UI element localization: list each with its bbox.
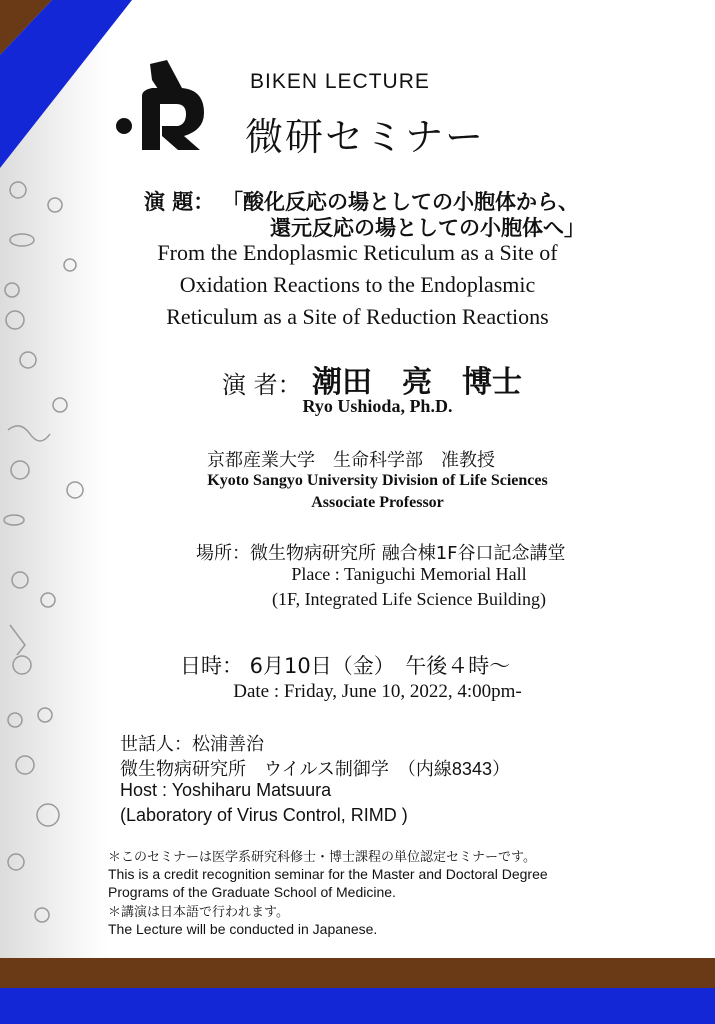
date-jp: 日時： 6月10日（金） 午後４時～ (180, 654, 511, 678)
speaker-label: 演 者： (222, 371, 302, 399)
date-en: Date : Friday, June 10, 2022, 4:00pm- (233, 681, 522, 702)
topic-label: 演 題： (144, 190, 215, 214)
note-credit-jp: ＊このセミナーは医学系研究科修士・博士課程の単位認定セミナーです。 (108, 849, 536, 864)
topic-title-en-line3: Reticulum as a Site of Reduction Reactions (166, 304, 549, 329)
note-credit-en-line2: Programs of the Graduate School of Medicine. (108, 884, 396, 900)
virus-icon (38, 708, 52, 722)
cell-icon (8, 713, 22, 727)
lecture-series-japanese: 微研セミナー (245, 115, 486, 159)
speaker-name-jp: 潮田 亮 博士 (312, 365, 522, 400)
virus-icon (48, 198, 62, 212)
topic-title-jp-line2: 還元反応の場としての小胞体へ」 (270, 216, 585, 240)
speaker-affiliation-jp: 京都産業大学 生命科学部 准教授 (207, 450, 495, 471)
spiral-icon (10, 625, 25, 655)
host-line4: (Laboratory of Virus Control, RIMD ) (120, 805, 408, 825)
note-language-jp: ＊講演は日本語で行われます。 (108, 904, 289, 919)
virus-icon (10, 182, 26, 198)
topic-title-jp-line1: 「酸化反応の場としての小胞体から、 (222, 190, 579, 214)
host-line1: 世話人：松浦善治 (120, 734, 264, 754)
place-en-line2: (1F, Integrated Life Science Building) (272, 589, 546, 609)
cell-icon (16, 756, 34, 774)
virus-icon (37, 804, 59, 826)
speaker-affiliation-en-line1: Kyoto Sangyo University Division of Life Sciences (207, 472, 548, 489)
flagellum-icon (8, 426, 50, 441)
place-en-line1: Place : Taniguchi Memorial Hall (291, 564, 527, 584)
lecture-series-english: BIKEN LECTURE (250, 70, 430, 93)
cell-icon (8, 854, 24, 870)
bacterium-icon (4, 515, 24, 525)
footer-brown-band (0, 958, 715, 988)
footer-blue-band (0, 988, 715, 1024)
virus-icon (13, 656, 31, 674)
biken-logo (112, 58, 212, 153)
place-jp: 場所：微生物病研究所 融合棟1F谷口記念講堂 (196, 543, 566, 564)
cell-icon (20, 352, 36, 368)
speaker-name-en: Ryo Ushioda, Ph.D. (302, 396, 453, 416)
note-language-en: The Lecture will be conducted in Japanese. (108, 921, 378, 937)
topic-title-en-line1: From the Endoplasmic Reticulum as a Site of (157, 240, 558, 265)
speaker-affiliation-en-line2: Associate Professor (311, 494, 444, 511)
host-line2: 微生物病研究所 ウイルス制御学 （内線8343） (120, 759, 510, 779)
note-credit-en-line1: This is a credit recognition seminar for the Master and Doctoral Degree (108, 866, 548, 882)
topic-title-en-line2: Oxidation Reactions to the Endoplasmic (179, 272, 536, 297)
virus-icon (35, 908, 49, 922)
host-line3: Host : Yoshiharu Matsuura (120, 780, 332, 800)
